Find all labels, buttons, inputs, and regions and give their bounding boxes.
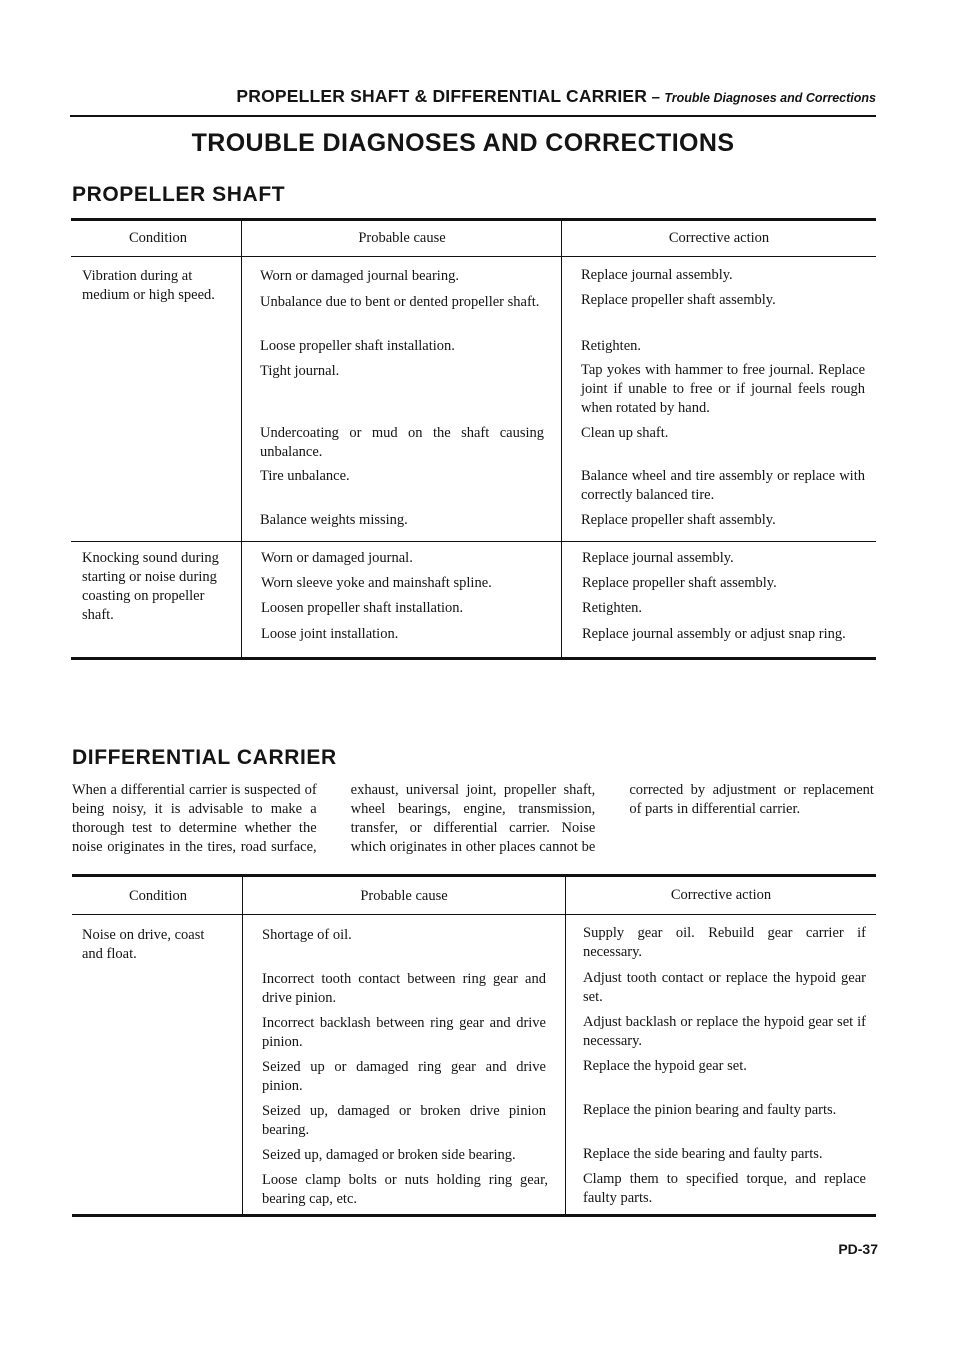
action-cell: Replace the side bearing and faulty parts. [583,1146,823,1162]
differential-carrier-intro: When a differential carrier is suspected of being noisy, it is advisable to make a thorough test to determine whether the noise originates in the tires, road surface, exhaust, universal joint, propeller shaft, wheel bearings, engine, transmission, transfer, or differential carrier. Noise which originates in other places cannot be corrected by adjustment or replacement of parts in differential carrier. [72,782,874,855]
cause-cell: Unbalance due to bent or dented propeller shaft. [260,294,540,310]
cause-cell: Tire unbalance. [260,468,350,484]
action-cell: Tap yokes with hammer to free journal. Replace joint if unable to free or if journal feels rough when rotated by hand. [581,362,865,416]
action-cell: Replace propeller shaft assembly. [582,575,777,591]
cause-cell: Tight journal. [260,363,340,379]
action-cell: Balance wheel and tire assembly or replace with correctly balanced tire. [581,468,865,503]
cause-cell: Incorrect tooth contact between ring gear and drive pinion. [262,971,546,1006]
action-cell: Replace propeller shaft assembly. [581,512,776,528]
cause-cell: Shortage of oil. [262,927,352,943]
column-header-probable-cause: Probable cause [358,230,446,246]
action-cell: Clean up shaft. [581,425,669,441]
action-cell: Replace journal assembly. [582,550,734,566]
condition-cell: Noise on drive, coast and float. [82,927,205,962]
column-header-corrective-action: Corrective action [670,887,772,903]
cause-cell: Worn sleeve yoke and mainshaft spline. [261,575,492,591]
cause-cell: Seized up, damaged or broken side bearing. [262,1147,516,1163]
action-cell: Supply gear oil. Rebuild gear carrier if necessary. [583,925,866,960]
cause-cell: Balance weights missing. [260,512,408,528]
table-top-rule [72,874,876,877]
action-cell: Retighten. [582,600,643,616]
action-cell: Replace journal assembly. [581,267,733,283]
column-divider [565,875,566,1215]
condition-cell: Knocking sound during starting or noise during coasting on propeller shaft. [82,550,219,623]
differential-carrier-heading: DIFFERENTIAL CARRIER [72,746,337,769]
column-divider [242,875,243,1215]
cause-cell: Worn or damaged journal. [261,550,413,566]
column-divider [561,219,562,658]
column-header-corrective-action: Corrective action [668,230,770,246]
running-head-subtitle: Trouble Diagnoses and Corrections [664,91,876,105]
cause-cell: Loose joint installation. [261,626,399,642]
page-number: PD-37 [838,1241,878,1257]
column-header-probable-cause: Probable cause [360,888,448,904]
action-cell: Replace propeller shaft assembly. [581,292,776,308]
cause-cell: Loose propeller shaft installation. [260,338,455,354]
action-cell: Clamp them to specified torque, and replace faulty parts. [583,1171,866,1206]
cause-cell: Seized up, damaged or broken drive pinion bearing. [262,1103,546,1138]
condition-cell: Vibration during at medium or high speed. [82,268,215,303]
table-bottom-rule [72,1214,876,1217]
cause-cell: Loose clamp bolts or nuts holding ring gear, bearing cap, etc. [262,1172,548,1207]
action-cell: Replace the hypoid gear set. [583,1058,747,1074]
action-cell: Adjust tooth contact or replace the hypoid gear set. [583,970,866,1005]
cause-cell: Incorrect backlash between ring gear and drive pinion. [262,1015,546,1050]
header-rule [70,115,876,117]
action-cell: Retighten. [581,338,642,354]
column-divider [241,219,242,658]
table-group-rule [71,541,876,542]
cause-cell: Loosen propeller shaft installation. [261,600,464,616]
column-header-condition: Condition [128,888,187,904]
action-cell: Replace the pinion bearing and faulty parts. [583,1102,837,1118]
table-top-rule [71,218,876,221]
column-header-condition: Condition [128,230,187,246]
action-cell: Adjust backlash or replace the hypoid gear set if necessary. [583,1014,866,1049]
running-head [70,86,876,107]
table-bottom-rule [71,657,876,660]
running-head-separator: – [651,89,660,106]
cause-cell: Seized up or damaged ring gear and drive pinion. [262,1059,546,1094]
cause-cell: Worn or damaged journal bearing. [260,268,459,284]
action-cell: Replace journal assembly or adjust snap ring. [582,626,846,642]
table-header-rule [71,256,876,257]
propeller-shaft-heading: PROPELLER SHAFT [72,183,286,206]
running-head-main: PROPELLER SHAFT & DIFFERENTIAL CARRIER [236,86,648,106]
table-header-rule [72,914,876,915]
cause-cell: Undercoating or mud on the shaft causing unbalance. [260,425,544,460]
page-title: TROUBLE DIAGNOSES AND CORRECTIONS [191,129,735,157]
